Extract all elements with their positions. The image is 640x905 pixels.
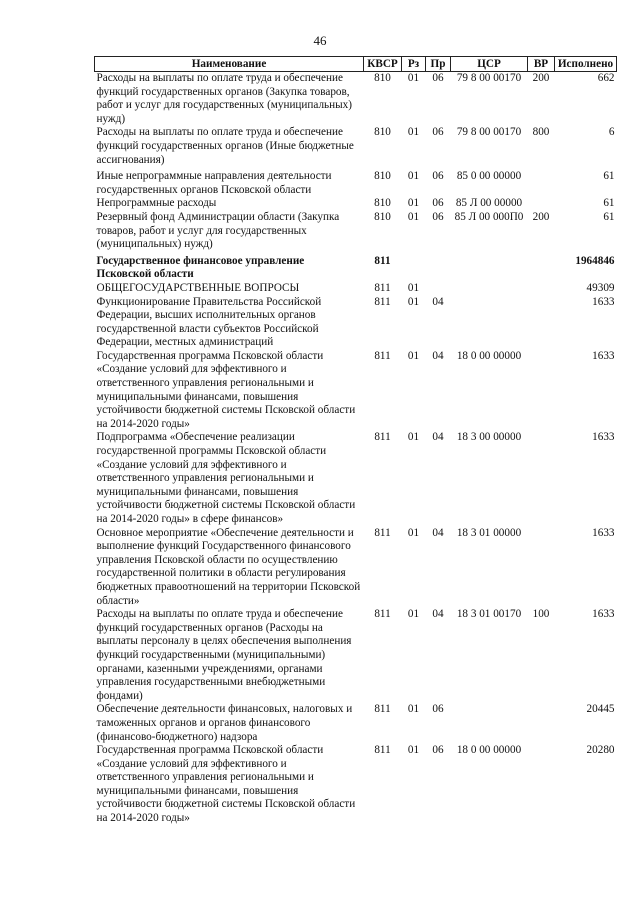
cell-csr: [451, 296, 528, 350]
cell-executed: 20445: [586, 703, 615, 716]
cell-rz: 01: [407, 72, 420, 84]
cell-name: Расходы на выплаты по оплате труда и обеспечение функций государственных органов (Закупка товаров, работ и услуг для государственных (муниципальных) нужд): [96, 72, 352, 125]
cell-name: Государственная программа Псковской области «Создание условий для эффективного и ответственного управления региональными и муниципальными финансами, повышения устойчивости бюджетной системы Псковской области на 2014-2020 годы»: [96, 349, 356, 430]
cell-csr: 18 3 00 00000: [456, 431, 522, 444]
cell-pr: 06: [432, 72, 444, 84]
cell-name: Обеспечение деятельности финансовых, налоговых и таможенных органов и органов финансового (финансово-бюджетного) надзора: [96, 703, 353, 743]
cell-pr: 06: [432, 126, 444, 139]
column-header-vr: ВР: [528, 57, 555, 72]
cell-vr: [528, 167, 555, 197]
cell-rz: 01: [407, 608, 420, 621]
page-number: 46: [313, 33, 327, 48]
cell-rz: 01: [407, 197, 420, 210]
cell-rz: 01: [407, 295, 420, 308]
cell-kvsr: 811: [374, 526, 391, 539]
cell-csr: 79 8 00 00170: [456, 72, 522, 84]
table-row: [95, 703, 617, 744]
cell-name: Иные непрограммные направления деятельности государственных органов Псковской области: [96, 170, 332, 196]
cell-csr: 85 Л 00 00000: [455, 197, 523, 210]
cell-executed: 1964846: [575, 254, 615, 267]
cell-rz: 01: [407, 431, 420, 444]
cell-pr: 04: [432, 526, 444, 539]
cell-csr: [451, 282, 528, 296]
cell-kvsr: 811: [374, 431, 391, 444]
cell-csr: 18 0 00 00000: [456, 349, 522, 362]
table-row: [95, 72, 617, 127]
cell-name: Резервный фонд Администрации области (Закупка товаров, работ и услуг для государственных (муниципальных) нужд): [96, 210, 340, 251]
cell-name: Государственное финансовое управление Псковской области: [96, 254, 305, 281]
cell-kvsr: 810: [374, 170, 391, 183]
cell-csr: 18 3 01 00000: [456, 526, 522, 539]
table-row: [95, 431, 617, 526]
cell-pr: 06: [432, 197, 444, 210]
cell-kvsr: 810: [374, 72, 391, 84]
cell-executed: 1633: [592, 526, 615, 539]
cell-vr: 200: [532, 72, 550, 84]
cell-csr: [451, 703, 528, 744]
cell-pr: [426, 252, 451, 282]
cell-executed: 6: [608, 126, 615, 139]
cell-pr: 06: [432, 703, 444, 716]
cell-vr: 800: [532, 126, 550, 139]
cell-csr: 79 8 00 00170: [456, 126, 522, 139]
cell-vr: [528, 197, 555, 211]
cell-csr: 85 0 00 00000: [456, 170, 522, 183]
table-body: [95, 72, 617, 826]
cell-kvsr: 810: [374, 126, 391, 139]
table-row: [95, 167, 617, 197]
cell-executed: 20280: [586, 744, 615, 757]
cell-pr: 04: [432, 295, 444, 308]
cell-rz: [402, 252, 426, 282]
cell-vr: [528, 744, 555, 826]
cell-pr: 04: [432, 608, 444, 621]
cell-vr: 200: [532, 210, 550, 223]
cell-executed: 1633: [592, 349, 615, 362]
cell-vr: [528, 282, 555, 296]
table-row: [95, 252, 617, 282]
cell-kvsr: 810: [374, 197, 391, 210]
cell-executed: 61: [603, 210, 615, 223]
cell-kvsr: 811: [374, 254, 391, 267]
cell-kvsr: 811: [374, 608, 391, 621]
cell-pr: 04: [432, 431, 444, 444]
cell-kvsr: 811: [374, 349, 391, 362]
cell-kvsr: 811: [374, 744, 391, 757]
cell-name: Расходы на выплаты по оплате труда и обеспечение функций государственных органов (Иные бюджетные ассигнования): [96, 126, 354, 166]
cell-vr: [528, 527, 555, 609]
cell-rz: 01: [407, 526, 420, 539]
cell-csr: 85 Л 00 000П0: [454, 210, 524, 223]
cell-vr: [528, 252, 555, 282]
budget-table: [94, 56, 617, 826]
cell-rz: 01: [407, 349, 420, 362]
cell-executed: 1633: [592, 295, 615, 308]
column-header-csr: ЦСР: [451, 57, 528, 72]
cell-rz: 01: [407, 170, 420, 183]
cell-vr: [528, 431, 555, 526]
cell-executed: 1633: [592, 608, 615, 621]
table-row: [95, 744, 617, 826]
header-row: [95, 57, 617, 72]
column-header-name: Наименование: [95, 57, 364, 72]
cell-executed: 49309: [586, 281, 615, 294]
cell-csr: 18 3 01 00170: [456, 608, 522, 621]
cell-name: ОБЩЕГОСУДАРСТВЕННЫЕ ВОПРОСЫ: [96, 281, 300, 294]
cell-csr: 18 0 00 00000: [456, 744, 522, 757]
cell-kvsr: 811: [374, 295, 391, 308]
cell-vr: [528, 296, 555, 350]
column-header-kvsr: КВСР: [364, 57, 402, 72]
column-header-executed: Исполнено: [555, 57, 617, 72]
table-row: [95, 211, 617, 252]
cell-name: Непрограммные расходы: [96, 197, 217, 210]
cell-name: Расходы на выплаты по оплате труда и обеспечение функций государственных органов (Расходы на выплаты персоналу в целях обеспечения выполнения функций государственными (муниципальными) органами, казенными учреждениями, органами управления государственными внебюджетными фондами): [96, 608, 352, 702]
cell-kvsr: 811: [374, 703, 391, 716]
table-row: [95, 296, 617, 350]
cell-rz: 01: [407, 744, 420, 757]
cell-vr: [528, 703, 555, 744]
cell-executed: 61: [603, 170, 615, 183]
cell-kvsr: 810: [374, 210, 391, 223]
cell-csr: [451, 252, 528, 282]
table-row: [95, 282, 617, 296]
cell-executed: 61: [603, 197, 615, 210]
column-header-pr: Пр: [426, 57, 451, 72]
cell-rz: 01: [407, 126, 420, 139]
cell-name: Подпрограмма «Обеспечение реализации государственной программы Псковской области «Создание условий для эффективного и ответственного управления региональными и муниципальными финансами, повышения устойчивости бюджетной системы Псковской области на 2014-2020 годы» в сфере финансов»: [96, 431, 356, 525]
cell-pr: 06: [432, 170, 444, 183]
cell-rz: 01: [407, 281, 420, 294]
cell-pr: [426, 282, 451, 296]
cell-pr: 06: [432, 744, 444, 757]
cell-executed: 1633: [592, 431, 615, 444]
cell-pr: 06: [432, 210, 444, 223]
cell-name: Функционирование Правительства Российской Федерации, высших исполнительных органов государственной власти субъектов Российской Федерации, местных администраций: [96, 295, 322, 349]
cell-rz: 01: [407, 210, 420, 223]
cell-name: Основное мероприятие «Обеспечение деятельности и выполнение функций Государственного финансового управления Псковской области по осуществлению государственной политики в области регулирования бюджетных правоотношений на территории Псковской области»: [96, 526, 361, 607]
cell-pr: 04: [432, 349, 444, 362]
column-header-rz: Рз: [402, 57, 426, 72]
cell-vr: [528, 350, 555, 432]
table-row: [95, 197, 617, 211]
cell-executed: 662: [597, 72, 615, 84]
table-row: [95, 527, 617, 609]
table-row: [95, 126, 617, 167]
table-row: [95, 608, 617, 703]
cell-kvsr: 811: [374, 281, 391, 294]
cell-rz: 01: [407, 703, 420, 716]
table-row: [95, 350, 617, 432]
cell-vr: 100: [532, 608, 550, 621]
cell-name: Государственная программа Псковской области «Создание условий для эффективного и ответственного управления региональными и муниципальными финансами, повышения устойчивости бюджетной системы Псковской области на 2014-2020 годы»: [96, 744, 356, 825]
